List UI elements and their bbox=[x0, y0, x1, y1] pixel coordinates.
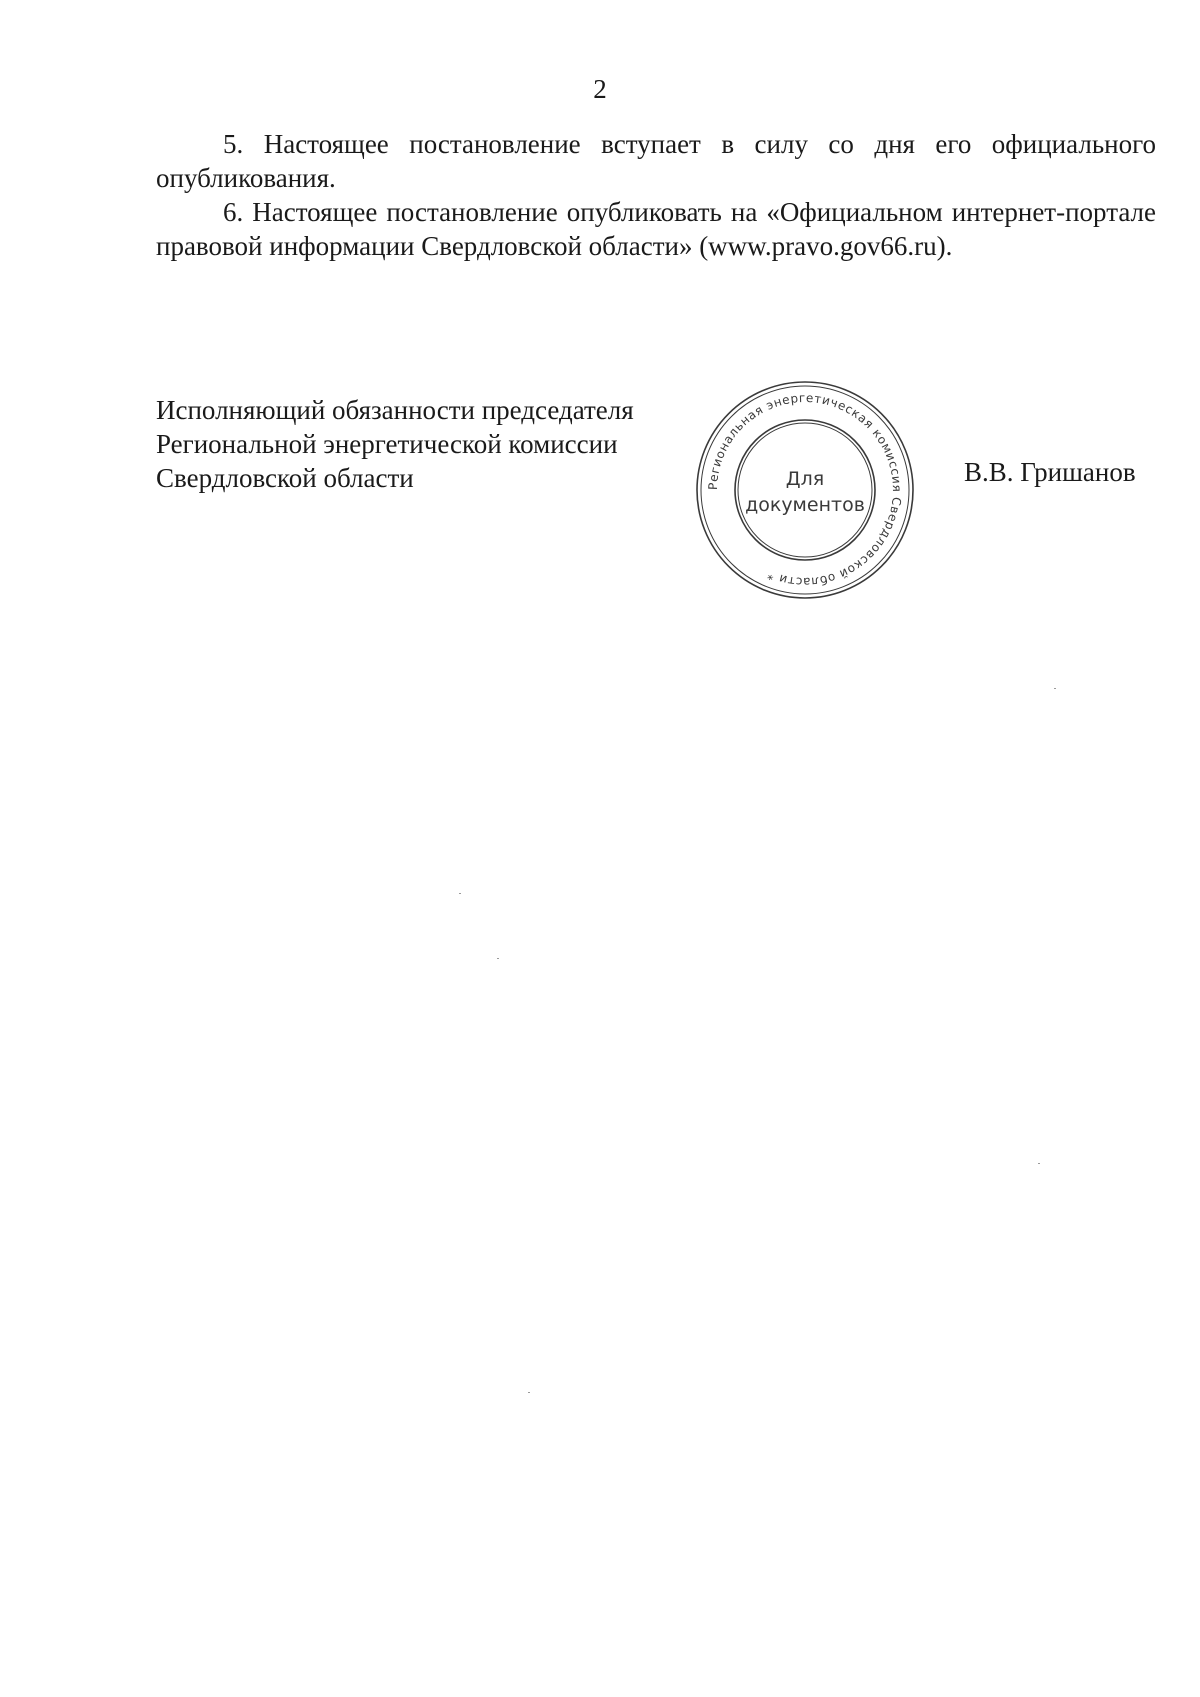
signatory-position-line: Исполняющий обязанности председателя bbox=[156, 395, 634, 425]
paragraph-6: 6. Настоящее постановление опубликовать на «Официальном интернет-портале правовой информации Свердловской области» (www.pravo.gov66.ru). bbox=[156, 197, 1156, 261]
seal-outer-ring-inner bbox=[701, 386, 909, 594]
seal-inner-ring bbox=[735, 420, 875, 560]
seal-center-line-2: документов bbox=[745, 494, 865, 516]
seal-inner-ring-inner bbox=[738, 423, 872, 557]
signatory-position-line: Свердловской области bbox=[156, 463, 414, 493]
signatory-position-line: Региональной энергетической комиссии bbox=[156, 429, 618, 459]
scan-speck bbox=[1054, 688, 1056, 689]
signatory-name: В.В. Гришанов bbox=[964, 457, 1136, 487]
seal-outer-ring bbox=[697, 382, 913, 598]
scan-speck bbox=[459, 893, 461, 894]
scan-speck bbox=[1038, 1163, 1040, 1164]
seal-ring-text: Региональная энергетическая комиссия Свердловской области * bbox=[705, 390, 905, 590]
scan-speck bbox=[528, 1392, 530, 1393]
scan-speck bbox=[497, 958, 499, 959]
signatory-position bbox=[156, 393, 676, 495]
official-seal-stamp bbox=[690, 375, 920, 605]
document-body bbox=[156, 127, 1156, 263]
seal-center-line-1: Для bbox=[785, 468, 825, 490]
page-number: 2 bbox=[593, 74, 607, 104]
paragraph-5: 5. Настоящее постановление вступает в силу со дня его официального опубликования. bbox=[156, 129, 1156, 193]
